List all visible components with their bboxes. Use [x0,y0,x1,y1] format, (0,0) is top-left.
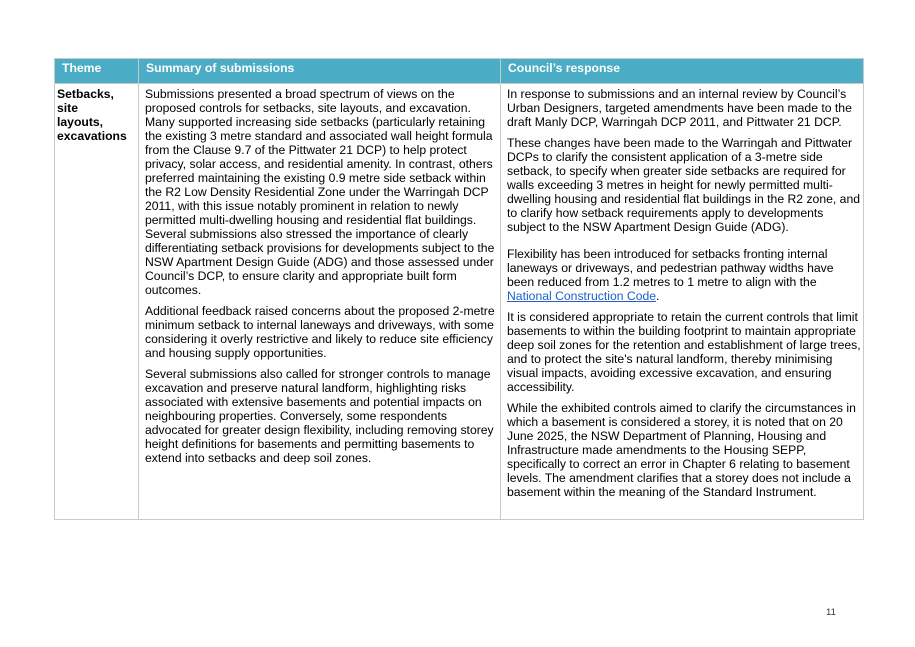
theme-line-1: Setbacks, site [57,87,114,115]
submissions-table [54,58,864,520]
table-row [55,84,864,520]
response-paragraph-3 [507,247,862,303]
header-theme: Theme [55,59,139,84]
response-cell [501,84,864,520]
response-paragraph-5: While the exhibited controls aimed to clarify the circumstances in which a basement is considered a storey, it is noted that on 20 June 2025, the NSW Department of Planning, Housing and Infrastructure made amendments to the Housing SEPP, specifically to correct an error in Chapter 6 relating to basement levels. The amendment clarifies that a storey does not include a basement within the meaning of the Standard Instrument. [507,401,856,499]
national-construction-code-link[interactable]: National Construction Code [507,289,657,303]
header-response: Council’s response [501,59,864,84]
response-paragraph-4: It is considered appropriate to retain the current controls that limit basements to within the building footprint to maintain appropriate deep soil zones for the retention and establishment of large trees, and to protect the site's natural landform, thereby minimising visual impacts, avoiding excessive excavation, and ensuring accessibility. [507,310,861,394]
response-paragraph-3-end: . [656,289,660,303]
page-number: 11 [826,607,836,618]
summary-cell [139,84,501,520]
response-paragraph-3-text: Flexibility has been introduced for setbacks fronting internal laneways or driveways, and pedestrian pathway widths have been reduced from 1.2 metres to 1 metre to align with the [507,247,834,289]
header-summary: Summary of submissions [139,59,501,84]
summary-paragraph-3: Several submissions also called for stronger controls to manage excavation and preserve natural landform, highlighting risks associated with extensive basements and potential impacts on neighbouring properties. Conversely, some respondents advocated for greater design flexibility, including removing storey height definitions for basements and permitting basements to extend into setbacks and deep soil zones. [145,367,494,465]
theme-line-2: layouts, [57,115,104,129]
response-paragraph-1: In response to submissions and an internal review by Council’s Urban Designers, targeted amendments have been made to the draft Manly DCP, Warringah DCP 2011, and Pittwater 21 DCP. [507,87,852,129]
theme-cell [55,84,139,520]
summary-paragraph-2: Additional feedback raised concerns about the proposed 2-metre minimum setback to internal laneways and driveways, with some considering it overly restrictive and likely to reduce site efficiency and housing supply opportunities. [145,304,495,360]
table-header-row [55,59,864,84]
theme-line-3: excavations [57,129,127,143]
summary-paragraph-1: Submissions presented a broad spectrum of views on the proposed controls for setbacks, site layouts, and excavation. Many supported increasing side setbacks (particularly retaining the existing 3 metre standard and associated wall height formula from the Clause 9.7 of the Pittwater 21 DCP) to help protect privacy, solar access, and residential amenity. In contrast, others preferred maintaining the existing 0.9 metre side setback within the R2 Low Density Residential Zone under the Warringah DCP 2011, with this issue notably prominent in relation to newly permitted multi-dwelling housing and residential flat buildings. Several submissions also stressed the importance of clearly differentiating setback provisions for developments subject to the NSW Apartment Design Guide (ADG) and those assessed under Council’s DCP, to ensure clarity and appropriate built form outcomes. [145,87,495,297]
response-paragraph-2: These changes have been made to the Warringah and Pittwater DCPs to clarify the consistent application of a 3-metre side setback, to specify when greater side setbacks are required for walls exceeding 3 metres in height for newly permitted multi-dwelling housing and residential flat buildings in the R2 zone, and to clarify how setback requirements apply to developments subject to the NSW Apartment Design Guide (ADG). [507,136,860,234]
